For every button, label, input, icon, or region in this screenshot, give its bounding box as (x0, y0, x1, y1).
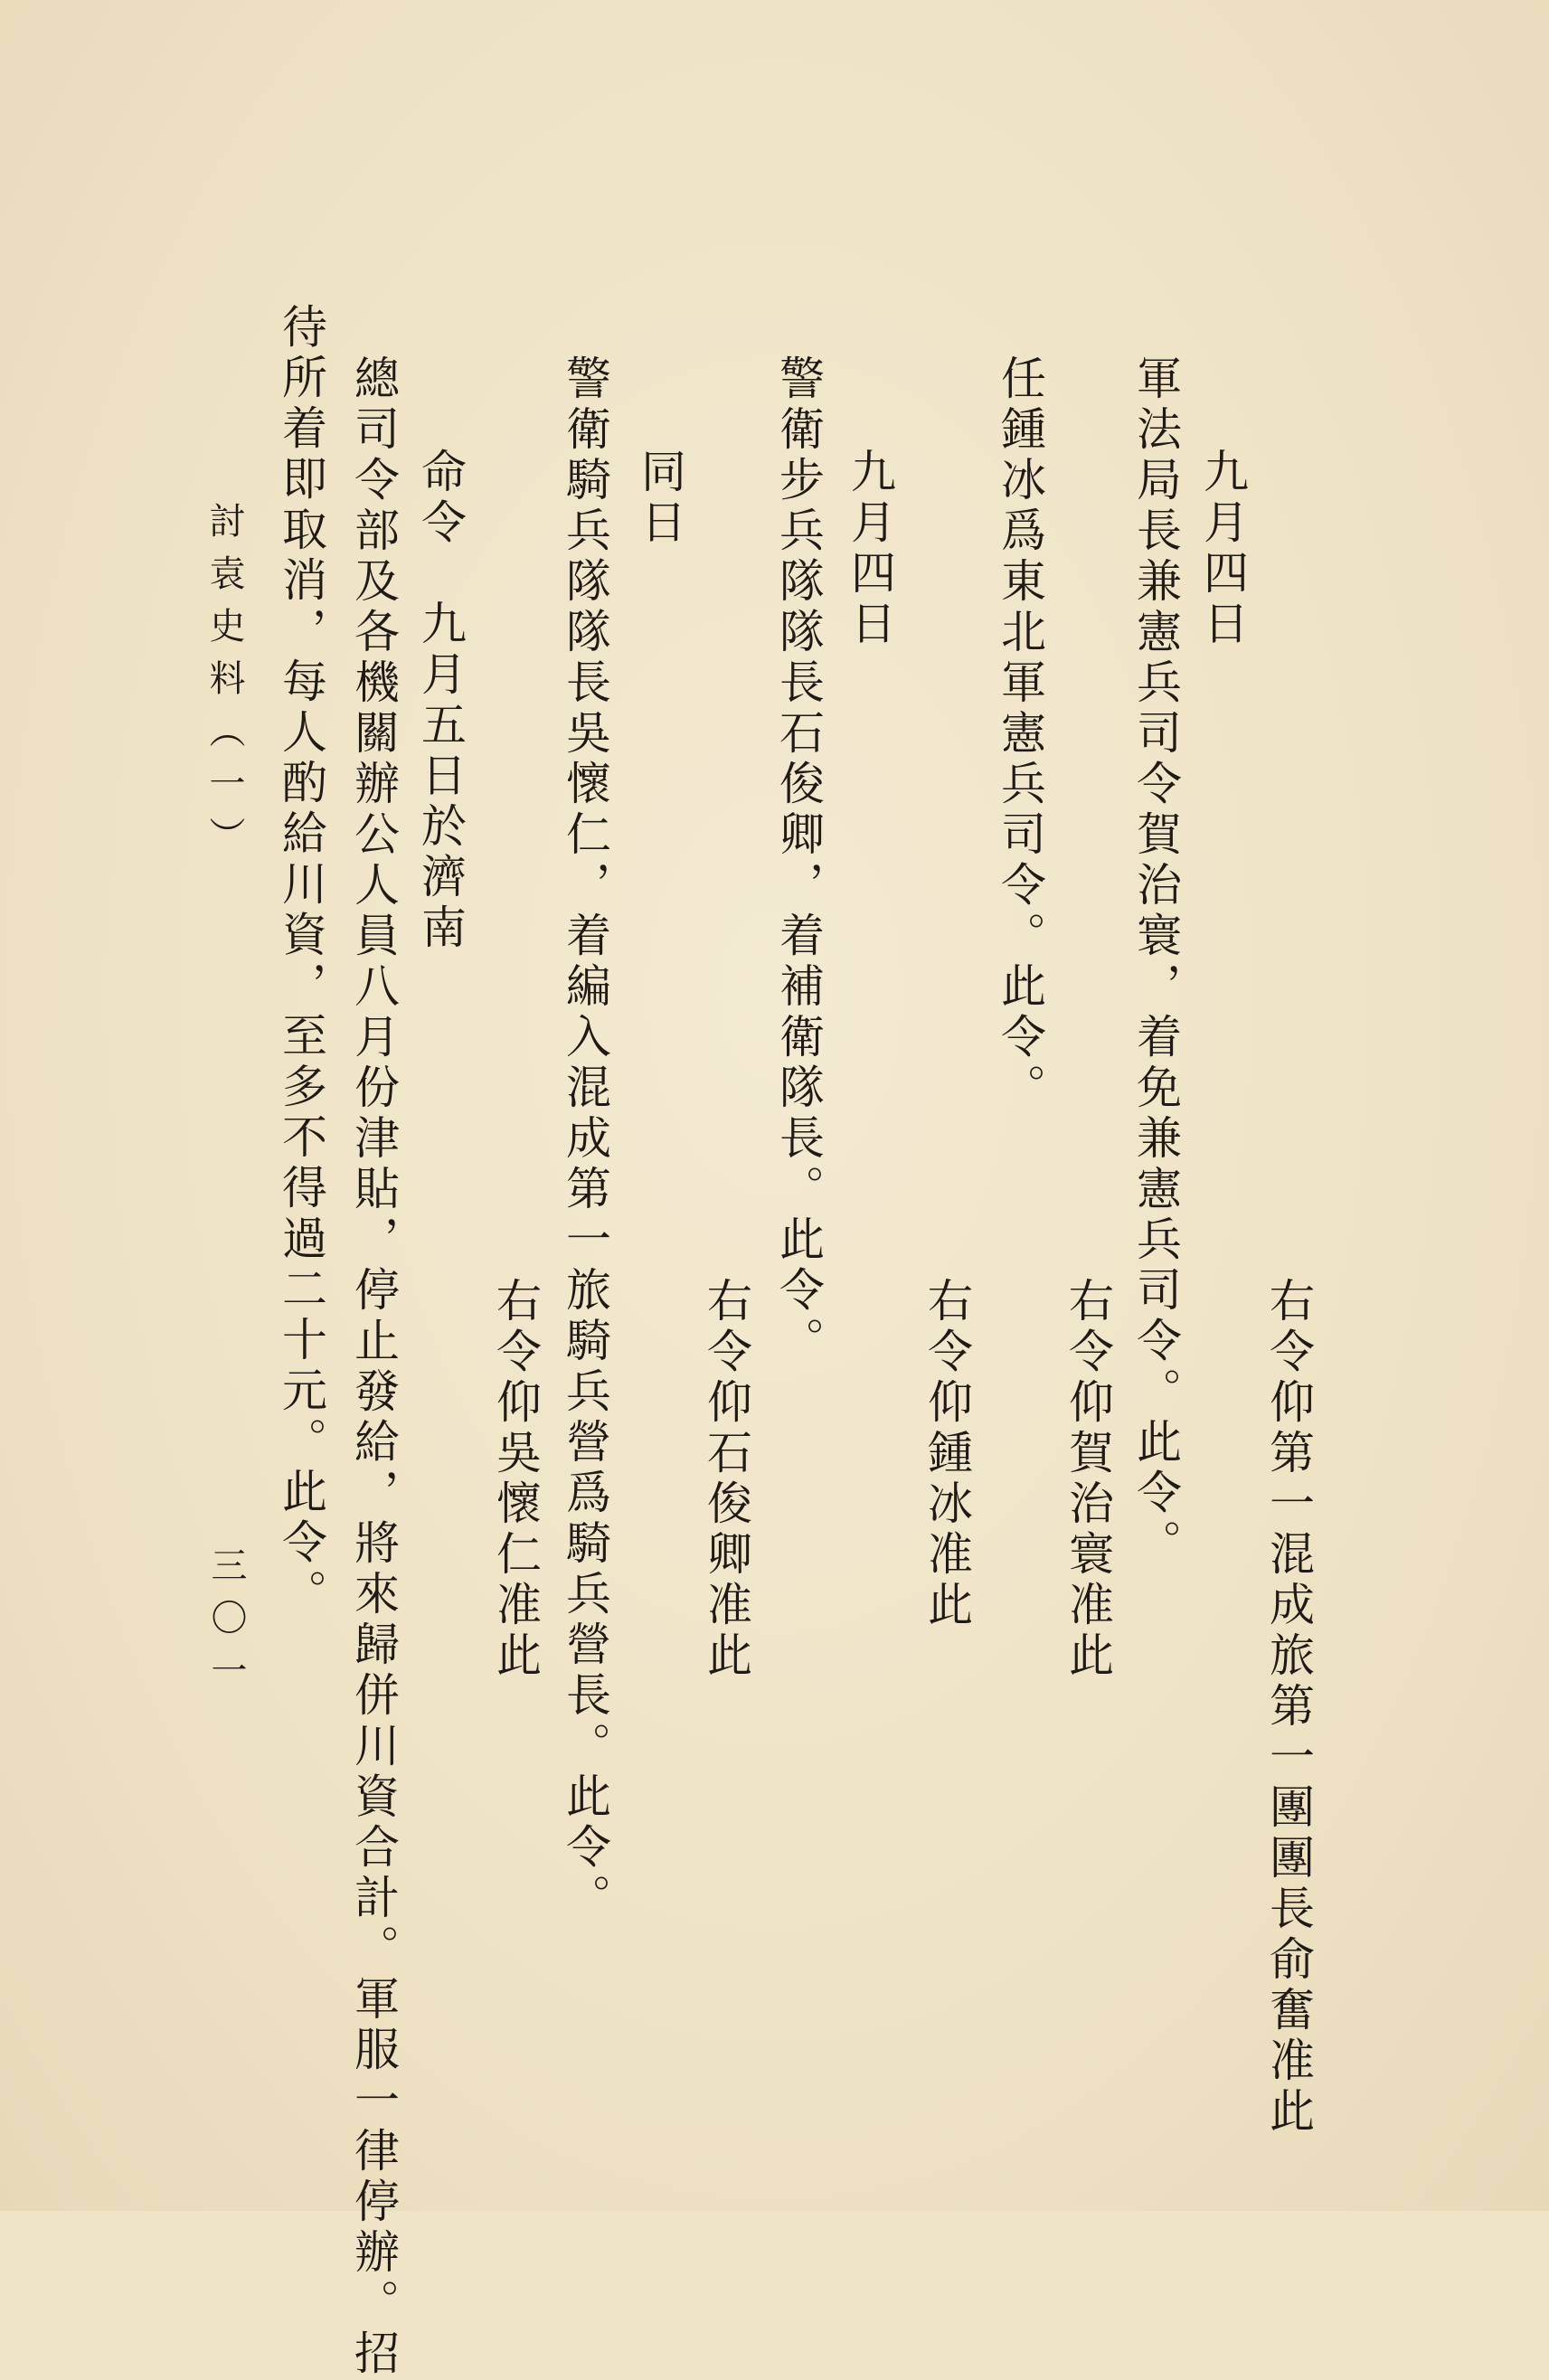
text-column-3: 軍法局長兼憲兵司令賀治寰，着免兼憲兵司令。此令。 (1129, 354, 1182, 1570)
text-column-13: 命令 九月五日於濟南 (414, 448, 467, 954)
text-column-6: 右令仰鍾冰准此 (921, 1277, 973, 1631)
text-column-7: 九月四日 (844, 448, 896, 650)
text-column-4: 右令仰賀治寰准此 (1062, 1277, 1114, 1682)
text-column-9: 右令仰石俊卿准此 (700, 1277, 752, 1682)
text-column-2: 九月四日 (1196, 448, 1249, 650)
page-number: 三〇一 (205, 1546, 247, 1704)
text-column-8: 警衛步兵隊隊長石俊卿，着補衛隊長。此令。 (772, 354, 825, 1367)
text-column-15: 待所着即取消，每人酌給川資，至多不得過二十元。此令。 (275, 303, 327, 1620)
text-column-11: 警衛騎兵隊隊長吳懷仁，着編入混成第一旅騎兵營爲騎兵營長。此令。 (559, 354, 611, 1924)
text-column-10: 同日 (634, 448, 686, 549)
text-column-12: 右令仰吳懷仁准此 (489, 1277, 542, 1682)
book-title: 討袁史料（一） (203, 502, 245, 869)
text-column-14: 總司令部及各機關辦公人員八月份津貼，停止發給，將來歸併川資合計。軍服一律停辦。招 (347, 354, 400, 2380)
text-column-1: 右令仰第一混成旅第一團團長俞奮准此 (1262, 1277, 1315, 2138)
text-column-5: 任鍾冰爲東北軍憲兵司令。此令。 (994, 354, 1046, 1114)
